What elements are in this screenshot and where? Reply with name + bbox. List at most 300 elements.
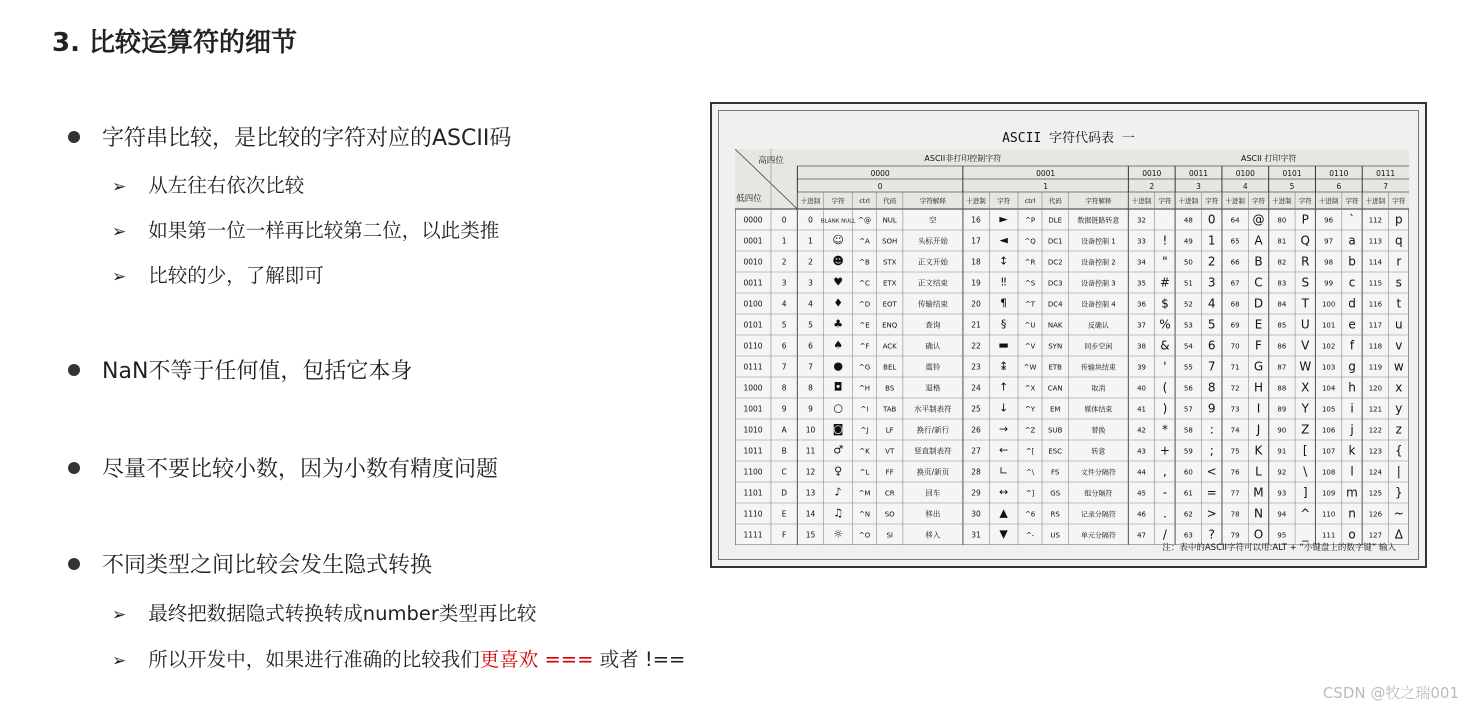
- desc-value: 退格: [925, 383, 941, 393]
- code-value: RS: [1050, 510, 1060, 519]
- dec-value: 13: [805, 488, 816, 498]
- char-value: §: [1000, 317, 1007, 331]
- sub-item: [112, 215, 499, 243]
- dec-value: 97: [1324, 237, 1334, 246]
- dec-value: 10: [805, 425, 816, 435]
- low-bits-label: 1001: [743, 404, 763, 414]
- bullet-decimal: [68, 452, 498, 483]
- dec-value: 106: [1321, 426, 1336, 435]
- ctrl-value: ^-: [1025, 531, 1035, 540]
- code-value: ENQ: [882, 321, 898, 330]
- char-value: %: [1159, 317, 1171, 332]
- ascii-table-title: ASCII 字符代码表 一: [1002, 131, 1135, 146]
- dec-value: 29: [971, 488, 981, 498]
- ctrl-value: ^L: [859, 468, 870, 477]
- sub-text: 或者 !==: [593, 648, 686, 671]
- char-value: &: [1160, 338, 1170, 353]
- dec-value: 117: [1368, 321, 1383, 330]
- ctrl-value: ^M: [858, 489, 871, 498]
- desc-value: 正文结束: [917, 278, 948, 288]
- char-value: 8: [1207, 380, 1216, 395]
- ctrl-value: ^A: [859, 237, 870, 246]
- char-value: ♠: [833, 338, 844, 352]
- dec-value: 49: [1183, 237, 1193, 246]
- col-header: 字符: [1298, 197, 1312, 205]
- low-hex-label: 3: [781, 278, 787, 288]
- char-value: q: [1394, 233, 1403, 248]
- char-value: 6: [1207, 338, 1216, 353]
- code-value: SOH: [882, 237, 898, 246]
- sub-text: 比较的少，了解即可: [148, 264, 324, 287]
- sub-text: 从左往右依次比较: [148, 174, 305, 197]
- dec-value: 48: [1183, 216, 1193, 225]
- dec-value: 121: [1368, 405, 1383, 414]
- char-value: 2: [1207, 254, 1216, 269]
- ctrl-value: ^Q: [1024, 237, 1036, 246]
- low-hex-label: 2: [781, 257, 787, 267]
- low-bits-label: 0001: [743, 236, 763, 246]
- col-header: 字符: [1251, 197, 1265, 205]
- group-nonprint-label: ASCII非打印控制字符: [924, 154, 1002, 163]
- ctrl-value: ^B: [859, 258, 870, 267]
- dec-value: 5: [808, 320, 813, 330]
- highlight-text: 更喜欢 ===: [479, 648, 594, 671]
- char-value: g: [1348, 359, 1356, 374]
- dec-value: 59: [1183, 447, 1193, 456]
- dec-value: 84: [1277, 300, 1287, 309]
- char-value: ○: [833, 401, 843, 415]
- dec-value: 113: [1368, 237, 1383, 246]
- col-header: ctrl: [1024, 197, 1036, 205]
- desc-value: 数据链路转意: [1077, 216, 1120, 225]
- ctrl-value: ^T: [1024, 300, 1036, 309]
- char-value: e: [1348, 317, 1356, 332]
- dec-value: 50: [1183, 258, 1193, 267]
- low-hex-label: 5: [781, 320, 787, 330]
- low-bits-label: 1010: [743, 425, 763, 435]
- char-value: h: [1348, 380, 1356, 395]
- code-value: STX: [882, 258, 897, 267]
- dec-value: 23: [971, 362, 981, 372]
- char-value: Y: [1301, 401, 1309, 416]
- dec-value: 115: [1368, 279, 1383, 288]
- low-hex-label: 9: [781, 404, 787, 414]
- char-value: [: [1302, 443, 1308, 458]
- col-header: 代码: [1048, 197, 1062, 205]
- char-value: (: [1162, 380, 1168, 395]
- bullet-text: 字符串比较，是比较的字符对应的ASCII码: [102, 126, 512, 151]
- low-hex-label: 8: [781, 383, 787, 393]
- char-value: ↓: [999, 401, 1009, 415]
- dec-value: 96: [1324, 216, 1334, 225]
- char-value: :: [1209, 422, 1214, 437]
- char-value: BLANK NULL: [820, 218, 856, 225]
- dec-value: 72: [1230, 384, 1240, 393]
- char-value: C: [1254, 275, 1263, 290]
- bullet-text: 不同类型之间比较会发生隐式转换: [102, 553, 433, 578]
- char-value: @: [1252, 212, 1265, 227]
- code-value: SYN: [1048, 342, 1063, 351]
- char-value: p: [1394, 212, 1403, 227]
- dec-value: 35: [1137, 279, 1147, 288]
- dec-value: 16: [971, 215, 981, 225]
- char-value: F: [1255, 338, 1262, 353]
- code-value: DC3: [1047, 279, 1063, 288]
- desc-value: 转意: [1091, 447, 1106, 456]
- char-value: 3: [1207, 275, 1216, 290]
- dec-value: 95: [1277, 531, 1287, 540]
- ctrl-value: ^X: [1024, 384, 1036, 393]
- char-value: -: [1162, 485, 1168, 500]
- dec-value: 85: [1277, 321, 1287, 330]
- dec-value: 118: [1368, 342, 1383, 351]
- ctrl-value: ^U: [1024, 321, 1036, 330]
- dec-value: 80: [1277, 216, 1287, 225]
- dec-value: 30: [971, 509, 981, 519]
- code-value: FS: [1051, 468, 1060, 477]
- dec-value: 101: [1321, 321, 1336, 330]
- dec-value: 41: [1137, 405, 1147, 414]
- ctrl-value: ^G: [858, 363, 871, 372]
- char-value: ↑: [999, 380, 1009, 394]
- col-header: 字符解释: [919, 197, 946, 205]
- dec-value: 75: [1230, 447, 1240, 456]
- ctrl-value: ^]: [1025, 489, 1035, 498]
- char-value: !: [1162, 233, 1168, 248]
- arrow-right-icon: ➢: [112, 222, 127, 242]
- col-header: 字符: [1392, 197, 1406, 205]
- group-print-label: ASCII 打印字符: [1240, 154, 1297, 163]
- col-header: 十进制: [966, 197, 986, 205]
- dec-value: 74: [1230, 426, 1240, 435]
- desc-value: 记录分隔符: [1080, 510, 1116, 519]
- dec-value: 57: [1183, 405, 1193, 414]
- dec-value: 103: [1321, 363, 1336, 372]
- ctrl-value: ^D: [858, 300, 871, 309]
- ascii-table-note: 注：表中的ASCII字符可以用:ALT + “小键盘上的数字键” 输入: [1162, 543, 1396, 553]
- ascii-table-image: [710, 102, 1427, 568]
- char-value: /: [1162, 527, 1167, 542]
- dec-value: 18: [971, 257, 981, 267]
- ctrl-value: ^J: [860, 426, 869, 435]
- ctrl-value: ^\: [1025, 468, 1035, 477]
- code-value: SO: [884, 510, 895, 519]
- dec-value: 25: [971, 404, 981, 414]
- dec-value: 71: [1230, 363, 1240, 372]
- char-value: ↔: [999, 485, 1009, 499]
- dec-value: 19: [971, 278, 981, 288]
- dec-value: 123: [1368, 447, 1383, 456]
- desc-value: 媒体结束: [1084, 405, 1113, 414]
- char-value: 1: [1207, 233, 1216, 248]
- desc-value: 替换: [1091, 426, 1106, 435]
- desc-value: 回车: [925, 488, 941, 498]
- char-value: M: [1253, 485, 1264, 500]
- char-value: l: [1350, 464, 1354, 479]
- low-hex-label: D: [781, 488, 788, 498]
- low-hex-label: C: [781, 467, 787, 477]
- char-value: ▲: [999, 506, 1008, 520]
- ascii-grid-svg: [735, 149, 1409, 545]
- char-value: S: [1301, 275, 1310, 290]
- char-value: K: [1254, 443, 1263, 458]
- dec-value: 89: [1277, 405, 1287, 414]
- dec-value: 107: [1321, 447, 1336, 456]
- ctrl-value: ^F: [859, 342, 870, 351]
- dec-value: 8: [808, 383, 813, 393]
- col-header: 字符: [1205, 197, 1219, 205]
- dec-value: 9: [808, 404, 813, 414]
- dec-value: 94: [1277, 510, 1287, 519]
- char-value: ►: [999, 212, 1008, 226]
- char-value: ": [1162, 254, 1168, 269]
- dec-value: 0: [808, 215, 813, 225]
- char-value: ☺: [832, 233, 844, 247]
- page-title: 3. 比较运算符的细节: [52, 28, 298, 58]
- char-value: Δ: [1394, 527, 1403, 542]
- ctrl-value: ^O: [858, 531, 871, 540]
- dec-value: 44: [1137, 468, 1147, 477]
- char-value: Z: [1301, 422, 1310, 437]
- dec-value: 53: [1183, 321, 1193, 330]
- dec-value: 11: [805, 446, 816, 456]
- char-value: d: [1348, 296, 1356, 311]
- dec-value: 70: [1230, 342, 1240, 351]
- low-bits-label: 0000: [743, 215, 763, 225]
- code-value: ESC: [1048, 447, 1063, 456]
- dec-value: 46: [1137, 510, 1147, 519]
- char-value: J: [1256, 422, 1261, 437]
- char-value: ?: [1208, 527, 1215, 542]
- dec-value: 12: [805, 467, 816, 477]
- bullet-conversion: [68, 548, 432, 579]
- dec-value: 83: [1277, 279, 1287, 288]
- dec-value: 1: [808, 236, 813, 246]
- col-header: ctrl: [859, 197, 870, 205]
- dec-value: 73: [1230, 405, 1240, 414]
- watermark: CSDN @牧之瑞001: [1322, 684, 1459, 702]
- char-value: ☼: [833, 527, 844, 541]
- dec-value: 24: [971, 383, 981, 393]
- dec-value: 124: [1368, 468, 1383, 477]
- code-value: LF: [885, 426, 894, 435]
- dec-value: 114: [1368, 258, 1383, 267]
- dec-value: 92: [1277, 468, 1287, 477]
- dec-value: 56: [1183, 384, 1193, 393]
- code-value: DLE: [1048, 216, 1063, 225]
- dec-value: 52: [1183, 300, 1193, 309]
- col-header: 十进制: [1318, 197, 1339, 205]
- low-bits-label: 1101: [743, 488, 763, 498]
- dec-value: 14: [805, 509, 816, 519]
- desc-value: 设备控制 1: [1081, 237, 1116, 246]
- dec-value: 61: [1183, 489, 1193, 498]
- dec-value: 125: [1368, 489, 1383, 498]
- code-value: BS: [885, 384, 895, 393]
- dec-value: 62: [1183, 510, 1193, 519]
- dec-value: 3: [808, 278, 813, 288]
- code-value: ETB: [1048, 363, 1062, 372]
- bullet-ascii: [68, 121, 511, 152]
- char-value: k: [1348, 443, 1356, 458]
- char-value: G: [1253, 359, 1264, 374]
- ctrl-value: ^R: [1024, 258, 1036, 267]
- char-value: U: [1300, 317, 1310, 332]
- char-value: .: [1163, 506, 1167, 521]
- char-value: <: [1206, 464, 1217, 479]
- low-bits-label: 1000: [743, 383, 763, 393]
- ctrl-value: ^E: [859, 321, 870, 330]
- arrow-right-icon: ➢: [112, 605, 127, 625]
- low-bits-label: 0110: [743, 341, 763, 351]
- desc-value: 单元分隔符: [1080, 531, 1116, 540]
- char-value: f: [1349, 338, 1355, 353]
- dec-value: 4: [808, 299, 813, 309]
- arrow-right-icon: ➢: [112, 651, 127, 671]
- col-header: 十进制: [800, 197, 821, 205]
- bullet-dot-icon: [68, 364, 80, 376]
- dec-value: 79: [1230, 531, 1240, 540]
- ctrl-value: ^V: [1024, 342, 1036, 351]
- char-value: t: [1396, 296, 1402, 311]
- ctrl-value: ^S: [1024, 279, 1036, 288]
- col-header: 十进制: [1365, 197, 1386, 205]
- code-value: NAK: [1047, 321, 1063, 330]
- dec-value: 51: [1183, 279, 1193, 288]
- char-value: ◄: [999, 233, 1008, 247]
- char-value: b: [1348, 254, 1356, 269]
- char-value: m: [1346, 485, 1358, 500]
- bullet-dot-icon: [68, 131, 80, 143]
- dec-value: 120: [1368, 384, 1383, 393]
- char-value: \: [1303, 464, 1308, 479]
- hi-bits-label: 0101: [1282, 169, 1302, 178]
- dec-value: 126: [1368, 510, 1383, 519]
- ctrl-value: ^C: [859, 279, 870, 288]
- hi-bits-label: 0111: [1376, 169, 1396, 178]
- arrow-right-icon: ➢: [112, 267, 127, 287]
- low-hex-label: 1: [781, 236, 787, 246]
- code-value: DC1: [1047, 237, 1063, 246]
- dec-value: 64: [1230, 216, 1240, 225]
- hi-hex-label: 0: [877, 182, 883, 191]
- dec-value: 31: [971, 530, 981, 540]
- dec-value: 38: [1137, 342, 1147, 351]
- ctrl-value: ^Z: [1024, 426, 1036, 435]
- dec-value: 39: [1137, 363, 1147, 372]
- desc-value: 反确认: [1087, 321, 1109, 330]
- desc-value: 确认: [925, 341, 941, 351]
- low-bits-label: 0010: [743, 257, 763, 267]
- dec-value: 58: [1183, 426, 1193, 435]
- sub-text: 最终把数据隐式转换转成number类型再比较: [148, 602, 537, 625]
- ctrl-value: ^Y: [1024, 405, 1036, 414]
- dec-value: 20: [971, 299, 981, 309]
- sub-item: [112, 260, 324, 288]
- dec-value: 99: [1324, 279, 1334, 288]
- dec-value: 37: [1137, 321, 1147, 330]
- ctrl-value: ^6: [1024, 510, 1036, 519]
- char-value: ]: [1302, 485, 1308, 500]
- char-value: Q: [1300, 233, 1310, 248]
- char-value: =: [1206, 485, 1217, 500]
- char-value: |: [1396, 464, 1401, 479]
- dec-value: 108: [1321, 468, 1336, 477]
- char-value: c: [1348, 275, 1356, 290]
- desc-value: 传输块结束: [1080, 363, 1116, 372]
- char-value: →: [999, 422, 1009, 436]
- char-value: H: [1253, 380, 1264, 395]
- desc-value: 同步空闲: [1084, 342, 1113, 351]
- char-value: ♥: [833, 275, 844, 289]
- char-value: W: [1299, 359, 1312, 374]
- hi-bits-label: 0010: [1142, 169, 1162, 178]
- bullet-dot-icon: [68, 462, 80, 474]
- dec-value: 110: [1321, 510, 1336, 519]
- char-value: _: [1302, 527, 1309, 542]
- dec-value: 40: [1137, 384, 1147, 393]
- char-value: 7: [1207, 359, 1216, 374]
- code-value: BEL: [883, 363, 897, 372]
- hi-bits-label: 0110: [1329, 169, 1349, 178]
- char-value: ∟: [999, 464, 1009, 478]
- bullet-nan: [68, 354, 412, 385]
- char-value: i: [1350, 401, 1354, 416]
- dec-value: 45: [1137, 489, 1147, 498]
- dec-value: 27: [971, 446, 981, 456]
- dec-value: 87: [1277, 363, 1287, 372]
- desc-value: 头标开始: [917, 236, 948, 246]
- desc-value: 震铃: [925, 362, 941, 372]
- low-bits-label: 1100: [743, 467, 763, 477]
- char-value: w: [1393, 359, 1404, 374]
- hi-hex-label: 2: [1149, 182, 1155, 191]
- char-value: R: [1301, 254, 1310, 269]
- code-value: GS: [1050, 489, 1061, 498]
- char-value: N: [1253, 506, 1263, 521]
- dec-value: 109: [1321, 489, 1336, 498]
- dec-value: 81: [1277, 237, 1287, 246]
- hi-hex-label: 4: [1242, 182, 1248, 191]
- desc-value: 移入: [925, 530, 941, 540]
- dec-value: 68: [1230, 300, 1240, 309]
- col-header: 十进制: [1272, 197, 1292, 205]
- desc-value: 设备控制 3: [1081, 279, 1116, 288]
- ctrl-value: ^I: [860, 405, 869, 414]
- ctrl-value: ^W: [1023, 363, 1037, 372]
- char-value: u: [1395, 317, 1403, 332]
- col-header: 字符: [997, 197, 1011, 205]
- dec-value: 76: [1230, 468, 1240, 477]
- char-value: j: [1350, 422, 1354, 437]
- char-value: ♂: [833, 443, 844, 457]
- char-value: ♫: [833, 506, 844, 520]
- dec-value: 122: [1368, 426, 1383, 435]
- char-value: T: [1301, 296, 1309, 311]
- hi-bits-label: 0100: [1235, 169, 1255, 178]
- dec-value: 47: [1137, 531, 1147, 540]
- char-value: z: [1395, 422, 1402, 437]
- dec-value: 34: [1137, 258, 1147, 267]
- char-value: E: [1254, 317, 1263, 332]
- sub-item: [112, 644, 685, 672]
- low-hex-label: 4: [781, 299, 787, 309]
- char-value: n: [1348, 506, 1356, 521]
- sub-text: 如果第一位一样再比较第二位，以此类推: [148, 219, 500, 242]
- dec-value: 55: [1183, 363, 1193, 372]
- char-value: ': [1163, 359, 1167, 374]
- dec-value: 98: [1324, 258, 1334, 267]
